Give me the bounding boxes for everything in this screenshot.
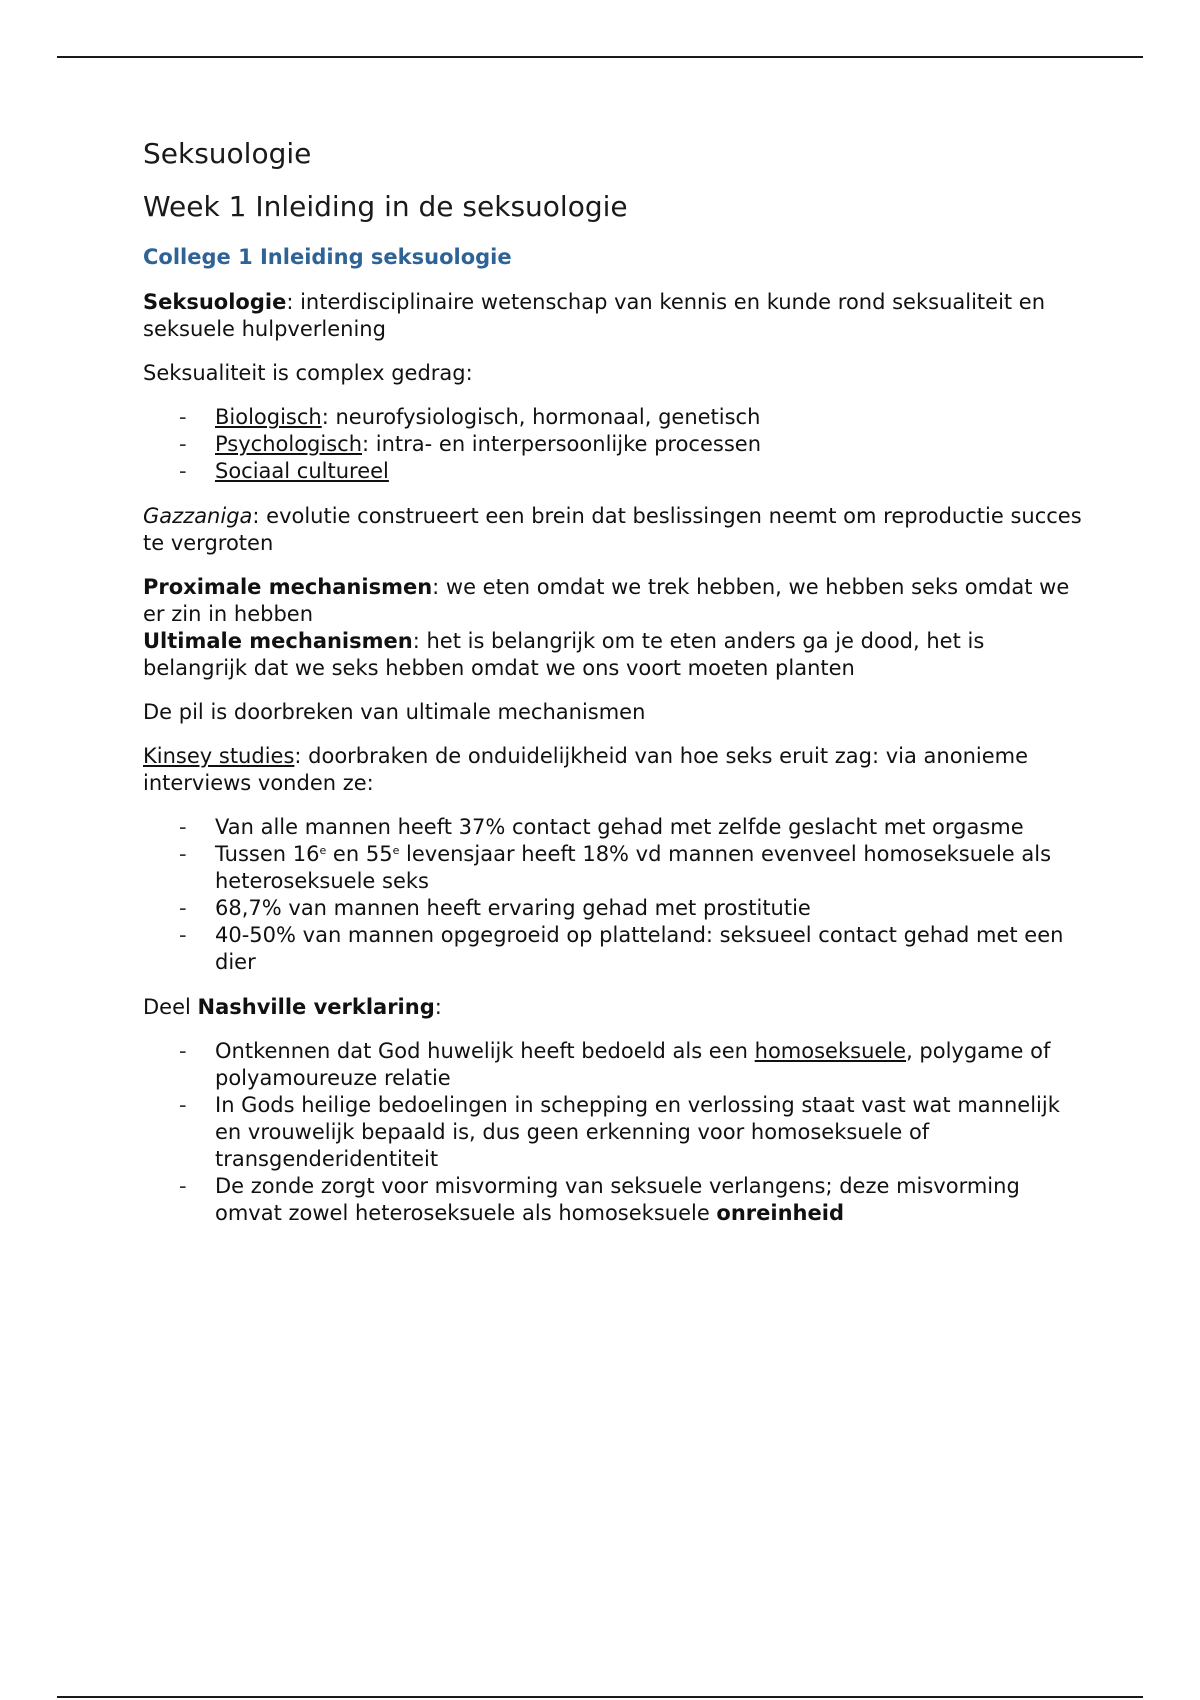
term-psychologisch: Psychologisch [215, 432, 363, 457]
term-nashville: Nashville verklaring [197, 995, 435, 1020]
pil-paragraph: De pil is doorbreken van ultimale mechanismen [143, 700, 646, 725]
nashville-intro: Deel Nashville verklaring: [143, 995, 442, 1020]
complex-intro: Seksualiteit is complex gedrag: [143, 361, 473, 386]
kinsey-paragraph: Kinsey studies: doorbraken de onduidelijkheid van hoe seks eruit zag: via anonieme interviews vonden ze: [143, 744, 1029, 796]
term-seksuologie: Seksuologie [143, 290, 287, 315]
definition-text: : interdisciplinaire wetenschap van kennis en kunde rond seksualiteit en seksuele hulpverlening [143, 290, 1046, 342]
list-item: - In Gods heilige bedoelingen in schepping en verlossing staat vast wat mannelijk en vrouwelijk bepaald is, dus geen erkenning voor homoseksuele of transgenderidentiteit [215, 1092, 1083, 1173]
complex-list [143, 404, 1083, 485]
document-body [143, 136, 1083, 1245]
term-sociaal-cultureel: Sociaal cultureel [215, 459, 389, 484]
footer-rule [57, 1696, 1143, 1698]
list-item: - Van alle mannen heeft 37% contact gehad met zelfde geslacht met orgasme [215, 814, 1083, 841]
week-heading: Week 1 Inleiding in de seksuologie [143, 190, 628, 223]
term-proximale: Proximale mechanismen [143, 575, 433, 600]
gazzaniga-paragraph: Gazzaniga: evolutie construeert een brein dat beslissingen neemt om reproductie succes te vergroten [143, 504, 1082, 556]
list-item: - De zonde zorgt voor misvorming van seksuele verlangens; deze misvorming omvat zowel heteroseksuele als homoseksuele onreinheid [215, 1173, 1083, 1227]
kinsey-list [143, 814, 1083, 976]
list-item: - 40-50% van mannen opgegroeid op platteland: seksueel contact gehad met een dier [215, 922, 1083, 976]
document-title: Seksuologie [143, 137, 312, 170]
list-item: - Psychologisch: intra- en interpersoonlijke processen [215, 431, 1083, 458]
list-item: - Ontkennen dat God huwelijk heeft bedoeld als een homoseksuele, polygame of polyamoureuze relatie [215, 1038, 1083, 1092]
nashville-list [143, 1038, 1083, 1227]
term-gazzaniga: Gazzaniga [143, 504, 253, 529]
term-biologisch: Biologisch [215, 405, 322, 430]
college-heading: College 1 Inleiding seksuologie [143, 245, 512, 269]
list-item: - Biologisch: neurofysiologisch, hormonaal, genetisch [215, 404, 1083, 431]
ultimale-paragraph: Ultimale mechanismen: het is belangrijk om te eten anders ga je dood, het is belangrijk dat we seks hebben omdat we ons voort moeten planten [143, 629, 985, 681]
list-item [215, 458, 1083, 485]
term-ultimale: Ultimale mechanismen [143, 629, 413, 654]
proximale-paragraph: Proximale mechanismen: we eten omdat we trek hebben, we hebben seks omdat we er zin in hebben [143, 575, 1070, 627]
definition-seksuologie [143, 289, 1083, 343]
list-item: - 68,7% van mannen heeft ervaring gehad met prostitutie [215, 895, 1083, 922]
list-item: - Tussen 16e en 55e levensjaar heeft 18% vd mannen evenveel homoseksuele als heteroseksuele seks [215, 841, 1083, 895]
term-kinsey: Kinsey studies [143, 744, 295, 769]
header-rule [57, 56, 1143, 58]
